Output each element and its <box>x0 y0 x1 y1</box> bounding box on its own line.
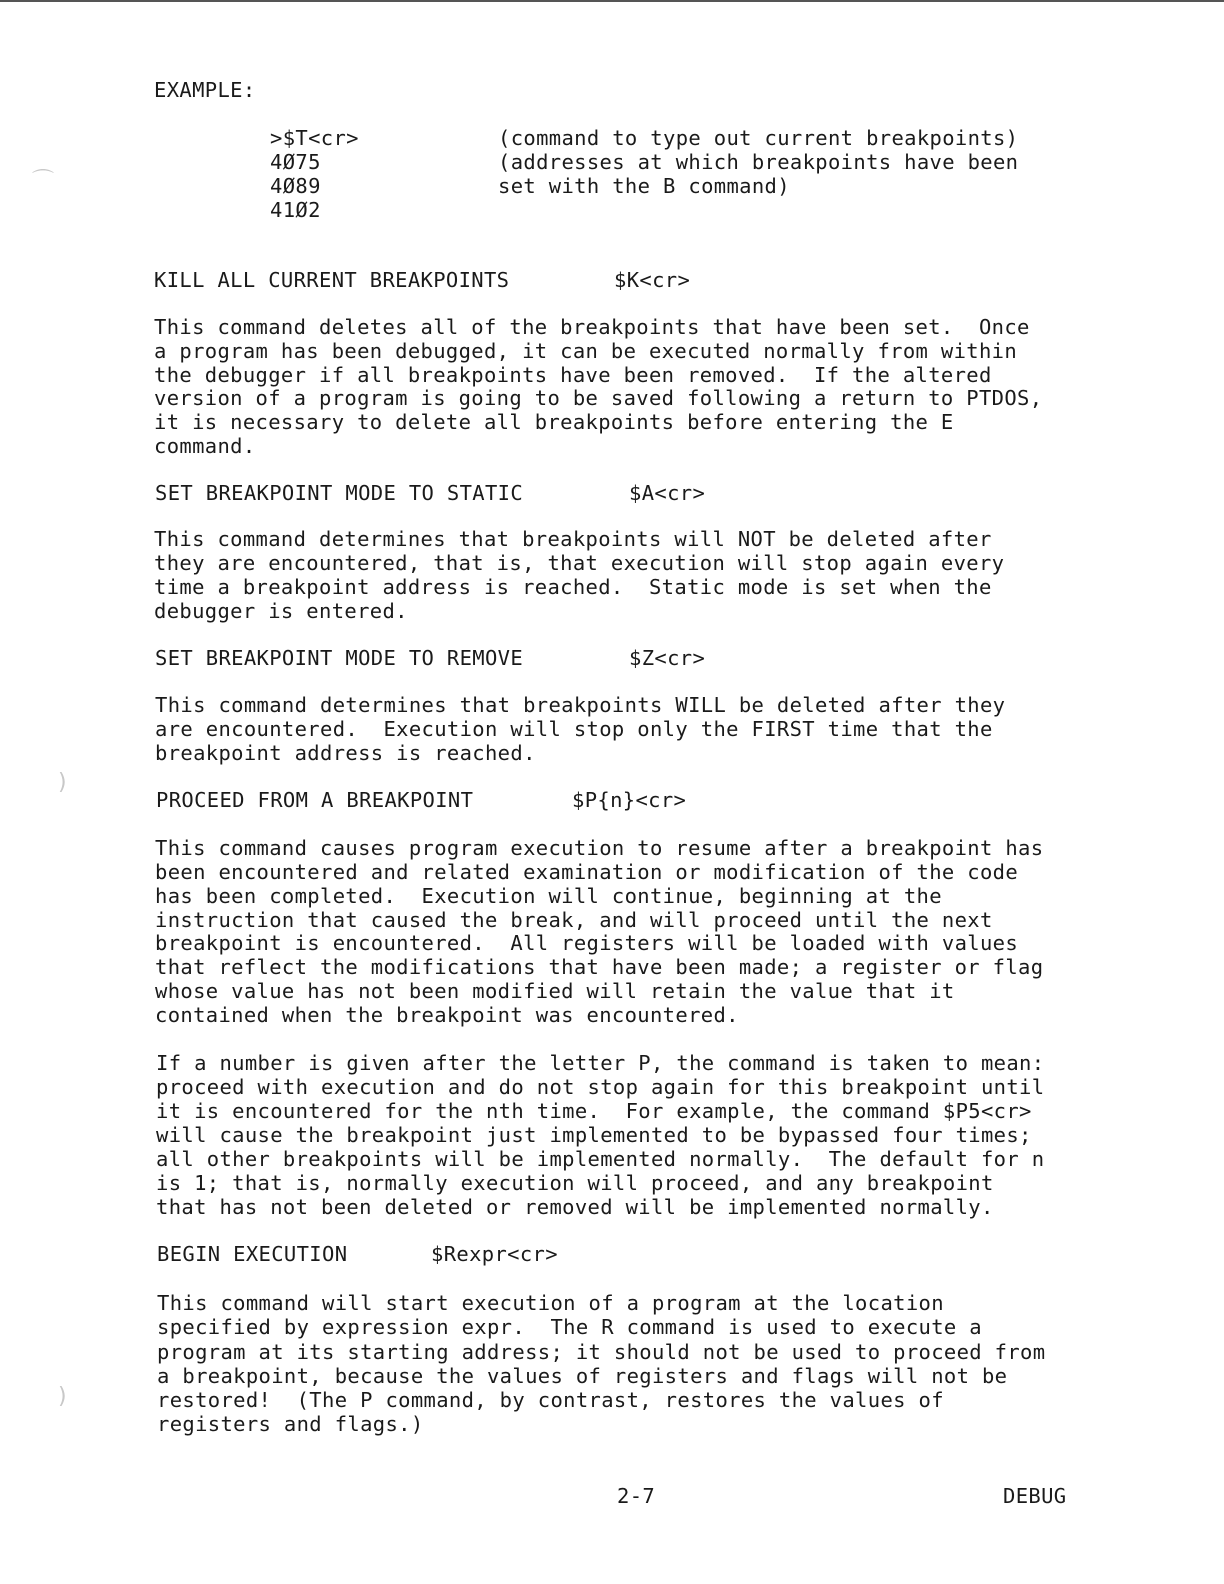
body-text-line: they are encountered, that is, that execution will stop again every <box>154 551 1005 575</box>
example-code-line: 4Ø75 <box>270 150 321 174</box>
section-title: PROCEED FROM A BREAKPOINT <box>156 788 474 812</box>
section-command: $Z<cr> <box>629 646 706 670</box>
body-text-line: proceed with execution and do not stop again for this breakpoint until <box>156 1075 1045 1099</box>
body-text-line: that reflect the modifications that have been made; a register or flag <box>155 955 1044 979</box>
body-text-line: This command determines that breakpoints will NOT be deleted after <box>154 527 992 551</box>
body-text-line: time a breakpoint address is reached. Static mode is set when the <box>154 575 992 599</box>
body-text-line: it is encountered for the nth time. For example, the command $P5<cr> <box>156 1099 1032 1123</box>
section-title: SET BREAKPOINT MODE TO STATIC <box>155 481 524 505</box>
body-text-line: that has not been deleted or removed will be implemented normally. <box>156 1195 994 1219</box>
body-text-line: If a number is given after the letter P, the command is taken to mean: <box>156 1051 1045 1075</box>
body-text-line: has been completed. Execution will continue, beginning at the <box>155 884 942 908</box>
body-text-line: This command deletes all of the breakpoints that have been set. Once <box>154 315 1030 339</box>
body-text-line: instruction that caused the break, and will proceed until the next <box>155 908 993 932</box>
example-code-line: >$T<cr> <box>270 126 359 150</box>
body-text-line: This command causes program execution to resume after a breakpoint has <box>155 836 1044 860</box>
body-text-line: whose value has not been modified will retain the value that it <box>155 979 955 1003</box>
example-code-line: 41Ø2 <box>270 198 321 222</box>
scan-artifact: ⌒ <box>32 169 55 194</box>
section-command: $A<cr> <box>629 481 706 505</box>
body-text-line: been encountered and related examination or modification of the code <box>155 860 1019 884</box>
body-text-line: it is necessary to delete all breakpoints before entering the E <box>154 410 954 434</box>
body-text-line: breakpoint address is reached. <box>155 741 536 765</box>
body-text-line: is 1; that is, normally execution will proceed, and any breakpoint <box>156 1171 994 1195</box>
section-title: KILL ALL CURRENT BREAKPOINTS <box>154 268 510 292</box>
scan-artifact: ) <box>58 1384 67 1409</box>
body-text-line: a program has been debugged, it can be executed normally from within <box>154 339 1018 363</box>
scan-artifact: ) <box>58 770 67 795</box>
example-note-line: (command to type out current breakpoints) <box>498 126 1019 150</box>
example-note-line: set with the B command) <box>498 174 790 198</box>
body-text-line: debugger is entered. <box>154 599 408 623</box>
body-text-line: restored! (The P command, by contrast, restores the values of <box>157 1388 944 1412</box>
example-note-line: (addresses at which breakpoints have been <box>498 150 1019 174</box>
body-text-line: command. <box>154 434 256 458</box>
body-text-line: a breakpoint, because the values of registers and flags will not be <box>157 1364 1008 1388</box>
body-text-line: This command will start execution of a program at the location <box>157 1291 944 1315</box>
body-text-line: are encountered. Execution will stop only the FIRST time that the <box>155 717 993 741</box>
section-command: $Rexpr<cr> <box>431 1242 558 1266</box>
section-title: BEGIN EXECUTION <box>157 1242 348 1266</box>
example-heading: EXAMPLE: <box>154 78 256 102</box>
page-top-edge <box>0 0 1224 2</box>
body-text-line: contained when the breakpoint was encountered. <box>155 1003 739 1027</box>
body-text-line: program at its starting address; it should not be used to proceed from <box>157 1340 1046 1364</box>
section-title: SET BREAKPOINT MODE TO REMOVE <box>155 646 524 670</box>
body-text-line: specified by expression expr. The R command is used to execute a <box>157 1315 982 1339</box>
body-text-line: the debugger if all breakpoints have been removed. If the altered <box>154 363 992 387</box>
body-text-line: will cause the breakpoint just implemented to be bypassed four times; <box>156 1123 1032 1147</box>
body-text-line: version of a program is going to be saved following a return to PTDOS, <box>154 386 1043 410</box>
section-command: $K<cr> <box>614 268 691 292</box>
page-number: 2-7 <box>617 1484 656 1508</box>
example-code-line: 4Ø89 <box>270 174 321 198</box>
footer-section-name: DEBUG <box>1003 1484 1067 1508</box>
body-text-line: breakpoint is encountered. All registers will be loaded with values <box>155 931 1019 955</box>
body-text-line: registers and flags.) <box>157 1412 424 1436</box>
body-text-line: This command determines that breakpoints WILL be deleted after they <box>155 693 1006 717</box>
section-command: $P{n}<cr> <box>572 788 687 812</box>
body-text-line: all other breakpoints will be implemented normally. The default for n <box>156 1147 1045 1171</box>
